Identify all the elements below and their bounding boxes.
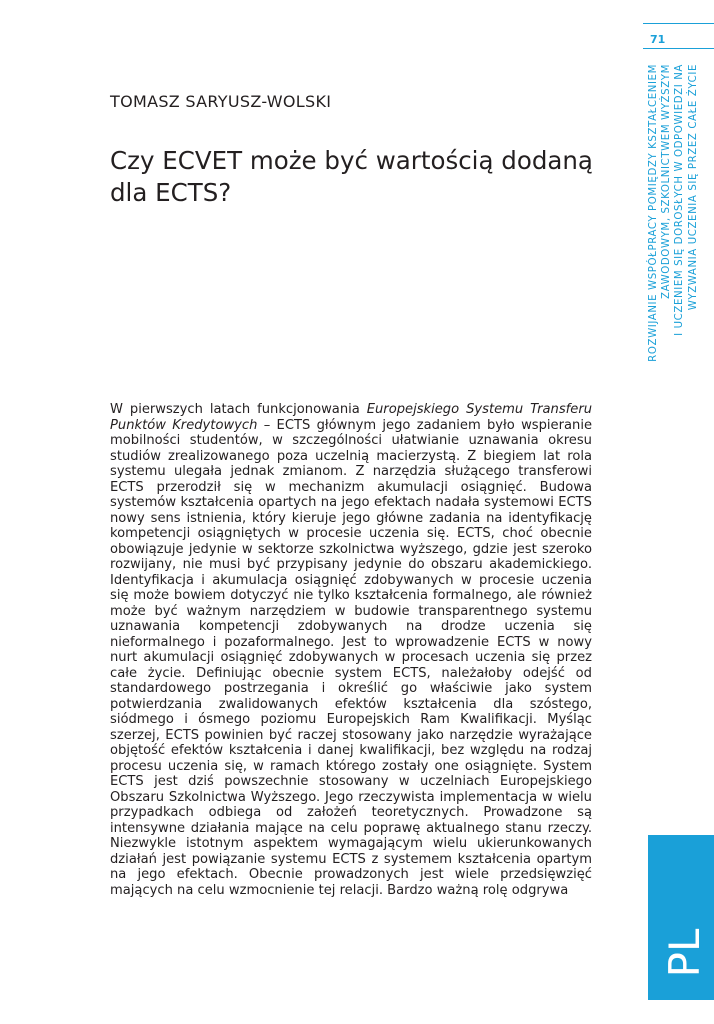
- body-text-italic: Europejskiego Systemu Transferu Punktów Kredytowych: [110, 402, 592, 433]
- page-number-rule: [643, 48, 714, 49]
- running-header-text: [647, 64, 700, 392]
- running-header-line: ROZWIJANIE WSPÓŁPRACY POMIĘDZY KSZTAŁCENIEM: [648, 64, 659, 362]
- running-header: [647, 64, 699, 392]
- body-text-rest: – ECTS głównym jego zadaniem było wspieranie mobilności studentów, w szczególności ułatwianie uznawania okresu studiów zrealizowanego poza uczelnią macierzystą. Z biegiem lat rola systemu ulegała jednak zmianom. Z narzędzia służącego transferowi ECTS przerodził się w mechanizm akumulacji osiągnięć. Budowa systemów kształcenia opartych na jego efektach nadała systemowi ECTS nowy sens istnienia, który kieruje jego główne zadania na identyfikację kompetencji osiągniętych w procesie uczenia się. ECTS, choć obecnie obowiązuje jedynie w sektorze szkolnictwa wyższego, gdzie jest szeroko rozwijany, nie musi być przypisany jedynie do obszaru akademickiego. Identyfikacja i akumulacja osiągnięć zdobywanych w procesie uczenia się może bowiem dotyczyć nie tylko kształcenia formalnego, ale również może być ważnym narzędziem w budowie transparentnego systemu uznawania kompetencji zdobywanych na drodze uczenia się nieformalnego i pozaformalnego. Jest to wprowadzenie ECTS w nowy nurt akumulacji osiągnięć zdobywanych w procesach uczenia się przez całe życie. Definiując obecnie system ECTS, należałoby odejść od standardowego postrzegania i określić go właściwie jako system potwierdzania zwalidowanych efektów kształcenia dla szóstego, siódmego i ósmego poziomu Europejskich Ram Kwalifikacji. Myśląc szerzej, ECTS powinien być raczej stosowany jako narzędzie wyrażające objętość efektów kształcenia i danej kwalifikacji, bez względu na rodzaj procesu uczenia się, w ramach którego zostały one osiągnięte. System ECTS jest dziś powszechnie stosowany w uczelniach Europejskiego Obszaru Szkolnictwa Wyższego. Jego rzeczywista implementacja w wielu przypadkach odbiega od założeń teoretycznych. Prowadzone są intensywne działania mające na celu poprawę aktualnego stanu rzeczy. Niezwykle istotnym aspektem wymagającym wielu ukierunkowanych działań jest powiązanie systemu ECTS z systemem kształcenia opartym na jego efektach. Obecnie prowadzonych jest wiele przedsięwzięć mających na celu wzmocnienie tej relacji. Bardzo ważną rolę odgrywa: [110, 417, 593, 898]
- running-header-line: I UCZENIEM SIĘ DOROSŁYCH W ODPOWIEDZI NA: [674, 64, 686, 336]
- article-title: Czy ECVET może być wartością dodaną dla ECTS?: [110, 146, 593, 207]
- body-text-start: W pierwszych latach funkcjonowania: [110, 402, 367, 417]
- running-header-line: ZAWODOWYM, SZKOLNICTWEM WYŻSZYM: [661, 64, 673, 300]
- article-body: [110, 402, 592, 898]
- page-number: 71: [650, 33, 666, 46]
- language-tab-label: PL: [660, 928, 709, 978]
- article-author: TOMASZ SARYUSZ-WOLSKI: [110, 92, 332, 111]
- running-header-line: WYZWANIA UCZENIA SIĘ PRZEZ CAŁE ŻYCIE: [687, 64, 699, 311]
- top-rule: [643, 23, 714, 24]
